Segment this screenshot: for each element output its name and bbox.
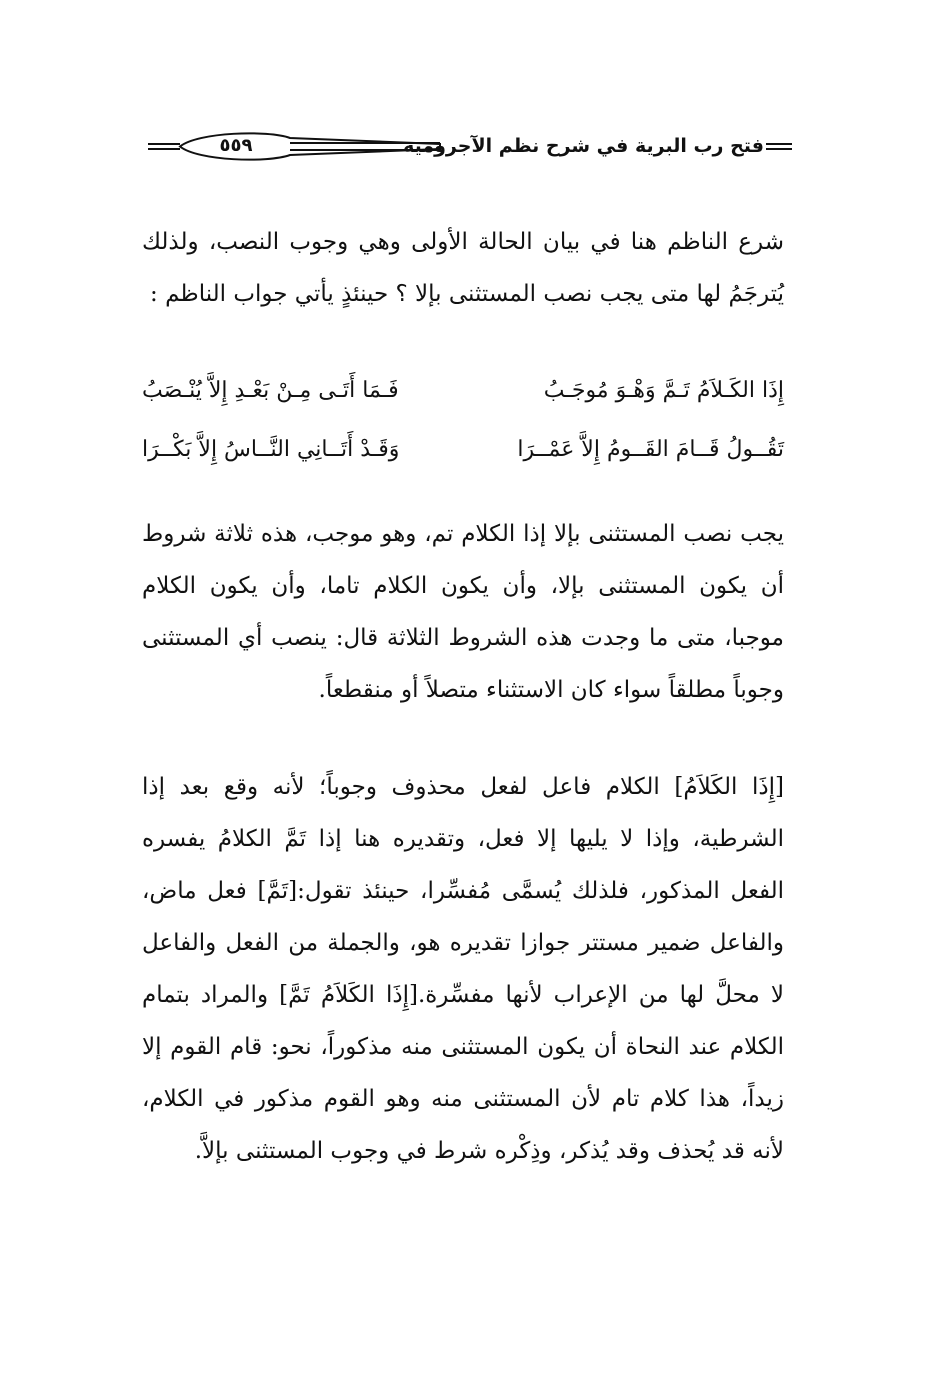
verse-first-hemistich: تَقُــولُ قَــامَ القَــومُ إِلاَّ عَمْــرَا <box>517 437 784 462</box>
conditions-paragraph: يجب نصب المستثنى بإلا إذا الكلام تم، وهو موجب، هذه ثلاثة شروط أن يكون المستثنى بإلا، وأن يكون الكلام تاما، وأن يكون الكلام موجبا، متى ما وجدت هذه الشروط الثلاثة قال: ينصب أي المستثنى وجوباً مطلقاً سواء كان الاستثناء متصلاً أو منقطعاً. <box>142 521 784 703</box>
verse-second-hemistich: فَـمَا أَتَـى مِـنْ بَعْـدِ إِلاَّ يُنْـصَبُ <box>142 378 399 403</box>
verse-first-hemistich: إِذَا الكَـلاَمُ تَـمَّ وَهْـوَ مُوجَـبُ <box>543 378 784 403</box>
book-title: فتح رب البرية في شرح نظم الآجرومية <box>403 135 764 157</box>
verse-second-hemistich: وَقَـدْ أَتَــانِي النَّــاسُ إِلاَّ بَكْــرَا <box>142 437 400 462</box>
poem-verse <box>142 366 784 416</box>
page-number: ٥٥٩ <box>219 135 253 156</box>
intro-paragraph: شرع الناظم هنا في بيان الحالة الأولى وهي وجوب النصب، ولذلك يُترجَمُ لها متى يجب نصب المستثنى بإلا ؟ حينئذٍ يأتي جواب الناظم : <box>142 229 784 307</box>
running-header <box>140 122 796 172</box>
poem-verse <box>142 425 784 475</box>
explanation-paragraph: [إِذَا الكَلاَمُ] الكلام فاعل لفعل محذوف وجوباً؛ لأنه وقع بعد إذا الشرطية، وإذا لا يليها إلا فعل، وتقديره هنا إذا تَمَّ الكلامُ يفسره الفعل المذكور، فلذلك يُسمَّى مُفسِّرا، حينئذ تقول:[تَمَّ] فعل ماض، والفاعل ضمير مستتر جوازا تقديره هو، والجملة من الفعل والفاعل لا محلَّ لها من الإعراب لأنها مفسِّرة.[إِذَا الكَلاَمُ تَمَّ] والمراد بتمام الكلام عند النحاة أن يكون المستثنى منه مذكوراً، نحو: قام القوم إلا زيداً، هذا كلام تام لأن المستثنى منه وهو القوم مذكور في الكلام، لأنه قد يُحذف وقد يُذكر، وذِكْره شرط في وجوب المستثنى بإلاَّ. <box>142 774 784 1164</box>
